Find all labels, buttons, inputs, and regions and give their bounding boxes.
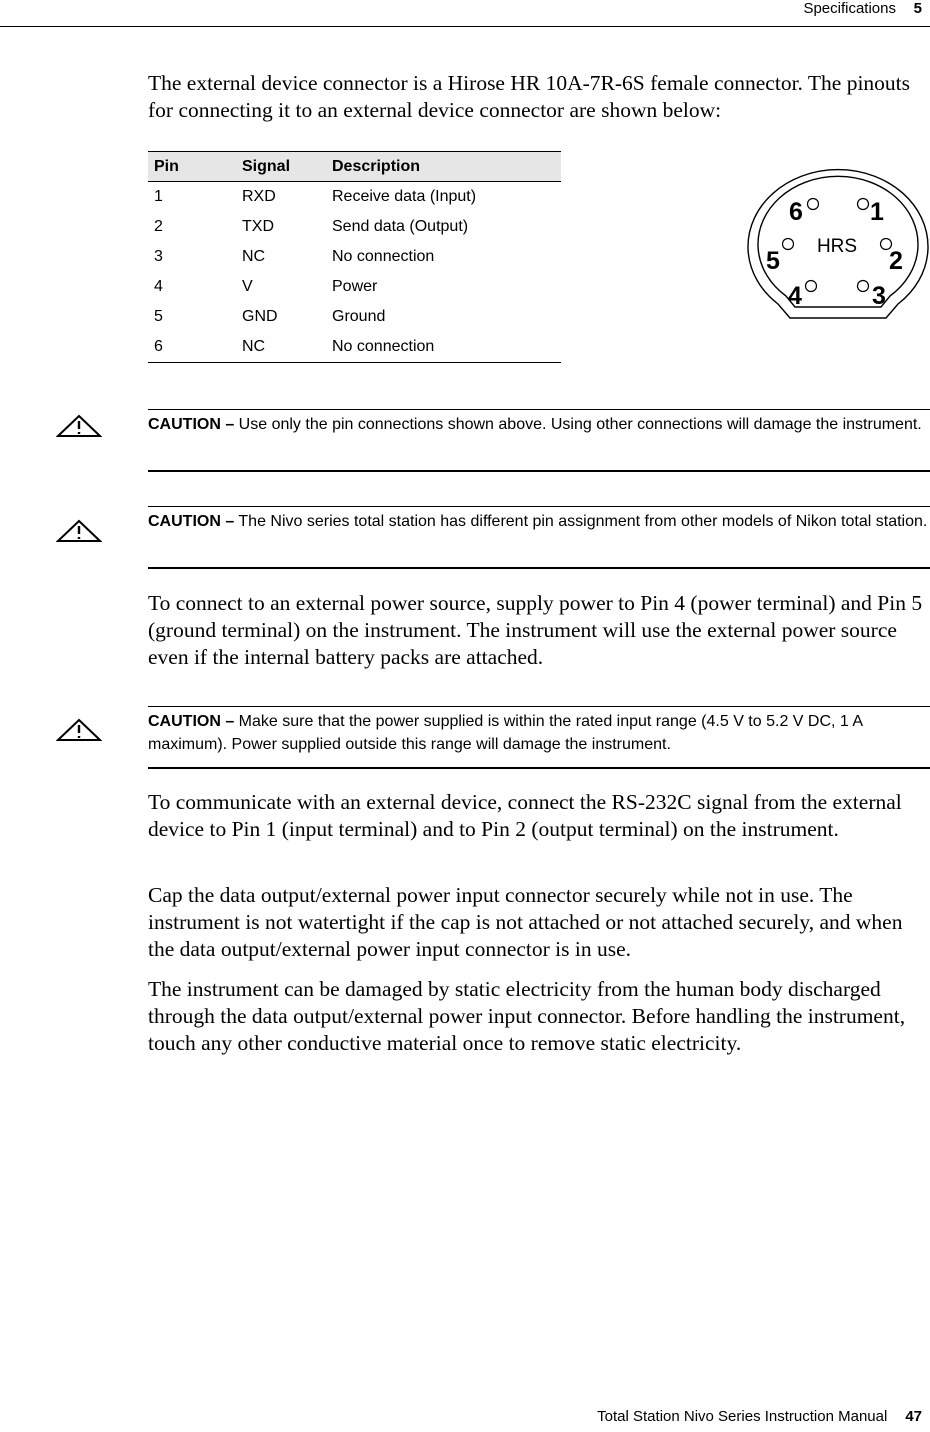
cell-signal: V [242,278,253,295]
cell-pin: 3 [154,248,163,265]
warning-icon [56,718,102,742]
cell-pin: 5 [154,308,163,325]
cell-description: Send data (Output) [332,218,469,235]
caution-text: Make sure that the power supplied is within the rated input range (4.5 V to 5.2 V DC, 1 A maximum). Power supplied outside this range will damage the instrument. [148,713,863,753]
caution-text: Use only the pin connections shown above. Using other connections will damage the instrument. [234,416,922,433]
cell-description: Receive data (Input) [332,188,477,205]
communication-paragraph: To communicate with an external device, connect the RS-232C signal from the external device to Pin 1 (input terminal) and to Pin 2 (output terminal) on the instrument. [148,790,902,841]
pin-number-6: 6 [789,198,803,226]
cell-signal: NC [242,248,266,265]
cell-signal: RXD [242,188,276,205]
footer-title: Total Station Nivo Series Instruction Manual [597,1408,888,1425]
cell-signal: NC [236,332,326,363]
page-header [0,0,930,27]
pin-hole-1 [858,199,869,210]
header-section: Specifications [803,0,896,17]
caution-label: CAUTION – [148,713,235,730]
intro-paragraph: The external device connector is a Hirose HR 10A-7R-6S female connector. The pinouts for connecting it to an external device connector are shown below: [148,71,911,122]
caution-box [148,409,930,472]
cell-pin: 4 [154,278,163,295]
pin-hole-5 [783,239,794,250]
column-header: Signal [236,152,326,182]
pin-hole-4 [806,281,817,292]
connector-diagram [738,156,930,326]
cell-signal: GND [242,308,278,325]
pin-number-3: 3 [872,282,886,310]
table-row [148,242,561,272]
table-row [148,332,561,363]
pin-number-2: 2 [889,247,903,275]
pin-number-1: 1 [870,198,884,226]
pin-number-4: 4 [788,282,802,310]
table-header-row [148,152,561,182]
table-row [148,182,561,213]
static-paragraph: The instrument can be damaged by static electricity from the human body discharged through the data output/external power input connector. Before handling the instrument, touch any other conductive material once to remove static electricity. [148,977,906,1055]
column-header: Pin [148,152,236,182]
caution-text: The Nivo series total station has different pin assignment from other models of Nikon total station. [234,513,928,530]
warning-icon [56,414,102,438]
pin-number-5: 5 [766,247,780,275]
pin-hole-3 [858,281,869,292]
caution-label: CAUTION – [148,513,235,530]
cell-description: No connection [332,248,435,265]
pinout-table [148,151,561,363]
cell-pin: 1 [154,188,163,205]
cell-pin: 2 [154,218,163,235]
cell-pin: 6 [148,332,236,363]
header-chapter: 5 [913,0,922,17]
column-header: Description [326,152,561,182]
table-row [148,212,561,242]
power-paragraph: To connect to an external power source, supply power to Pin 4 (power terminal) and Pin 5 (ground terminal) on the instrument. The instrument will use the external power source even if the internal battery packs are attached. [148,591,923,669]
caution-box [148,506,930,569]
caution-label: CAUTION – [148,416,235,433]
cell-signal: TXD [242,218,274,235]
table-row [148,302,561,332]
pin-hole-6 [808,199,819,210]
cell-description: Ground [332,308,386,325]
cell-description: Power [332,278,378,295]
cell-description: No connection [326,332,561,363]
connector-label: HRS [816,236,858,257]
page-footer [597,1408,922,1425]
cap-paragraph: Cap the data output/external power input connector securely while not in use. The instrument is not watertight if the cap is not attached or not attached securely, and when the data output/external power input connector is in use. [148,883,903,961]
page-number: 47 [905,1408,922,1425]
table-row [148,272,561,302]
warning-icon [56,519,102,543]
caution-box [148,706,930,769]
